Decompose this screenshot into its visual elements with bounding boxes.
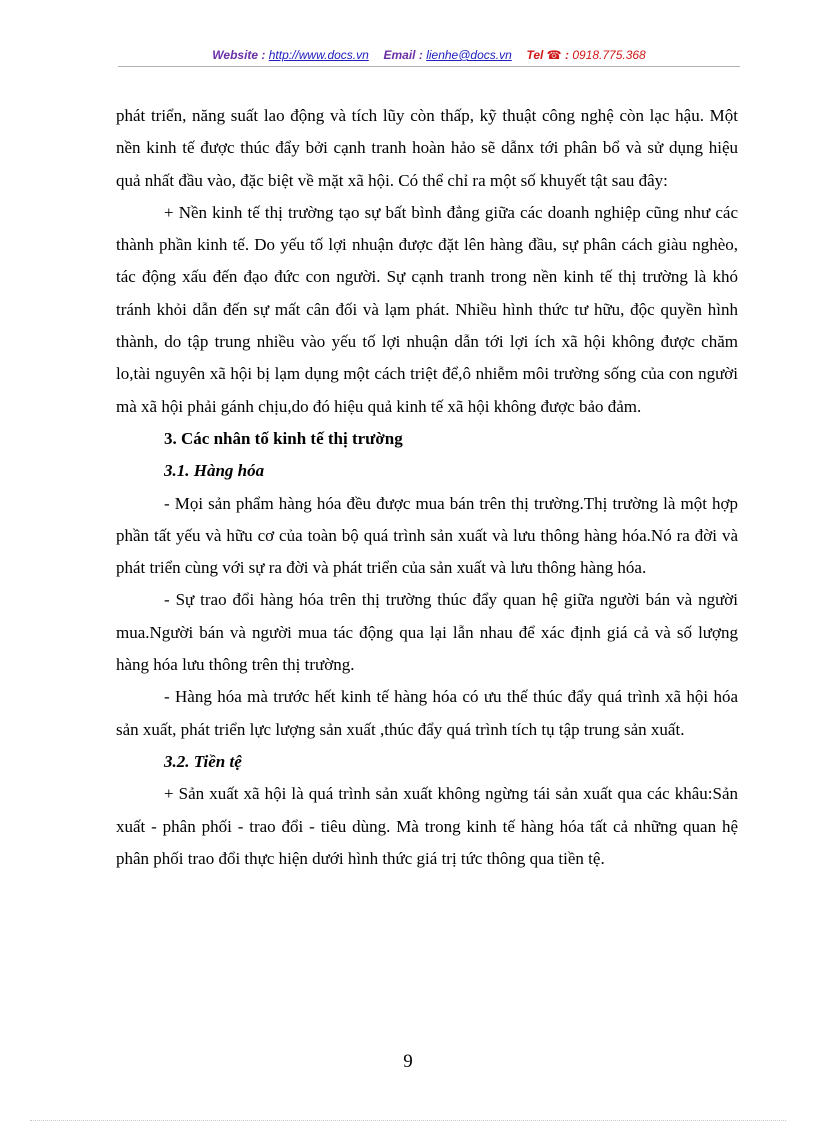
subsection-heading: 3.2. Tiền tệ [164, 751, 242, 771]
page-number: 9 [403, 1051, 413, 1072]
website-link[interactable]: http://www.docs.vn [268, 48, 369, 62]
paragraph: - Mọi sản phẩm hàng hóa đều được mua bán trên thị trường.Thị trường là một hợp phần tất yếu và hữu cơ của toàn bộ quá trình sản xuất và lưu thông hàng hóa.Nó ra đời và phát triển cùng với sự ra đời và phát triển của sản xuất và lưu thông hàng hóa. [116, 493, 738, 578]
paragraph: phát triển, năng suất lao động và tích lũy còn thấp, kỹ thuật công nghệ còn lạc hậu. Một nền kinh tế được thúc đẩy bởi cạnh tranh hoàn hảo sẽ dẫnx tới phân bổ và sử dụng hiệu quả nhất đầu vào, đặc biệt về mặt xã hội. Có thể chỉ ra một số khuyết tật sau đây: [116, 106, 738, 190]
paragraph: + Sản xuất xã hội là quá trình sản xuất không ngừng tái sản xuất qua các khâu:Sản xuất - phân phối - trao đổi - tiêu dùng. Mà trong kinh tế hàng hóa tất cả những quan hệ phân phối trao đổi thực hiện dưới hình thức giá trị tức thông qua tiền tệ. [116, 784, 738, 868]
section-heading: 3. Các nhân tố kinh tế thị trường [164, 428, 403, 448]
subsection-heading: 3.1. Hàng hóa [164, 461, 265, 481]
document-body [116, 100, 738, 875]
page-bottom-divider [30, 1120, 786, 1121]
tel-label: Tel ☎ : [526, 48, 569, 62]
page-header [118, 47, 740, 63]
tel-value: 0918.775.368 [572, 48, 646, 62]
paragraph: - Hàng hóa mà trước hết kinh tế hàng hóa có ưu thế thúc đẩy quá trình xã hội hóa sản xuất, phát triển lực lượng sản xuất ,thúc đẩy quá trình tích tụ tập trung sản xuất. [116, 687, 738, 739]
website-label: Website : [212, 48, 266, 62]
paragraph: - Sự trao đổi hàng hóa trên thị trường thúc đẩy quan hệ giữa người bán và người mua.Người bán và người mua tác động qua lại lẫn nhau để xác định giá cả và số lượng hàng hóa lưu thông trên thị trường. [116, 590, 738, 675]
email-link[interactable]: lienhe@docs.vn [426, 48, 512, 62]
paragraph: + Nền kinh tế thị trường tạo sự bất bình đẳng giữa các doanh nghiệp cũng như các thành phần kinh tế. Do yếu tố lợi nhuận được đặt lên hàng đầu, sự phân cách giàu nghèo, tác động xấu đến đạo đức con người. Sự cạnh tranh trong nền kinh tế thị trường là khó tránh khỏi dẫn đến sự mất cân đối và lạm phát. Nhiều hình thức tư hữu, độc quyền hình thành, do tập trung nhiều vào yếu tố lợi nhuận dẫn tới lợi ích xã hội không được chăm lo,tài nguyên xã hội bị lạm dụng một cách triệt để,ô nhiễm môi trường sống của con người mà xã hội phải gánh chịu,do đó hiệu quả kinh tế xã hội không được bảo đảm. [116, 202, 738, 416]
header-divider [118, 66, 740, 67]
email-label: Email : [383, 48, 423, 62]
